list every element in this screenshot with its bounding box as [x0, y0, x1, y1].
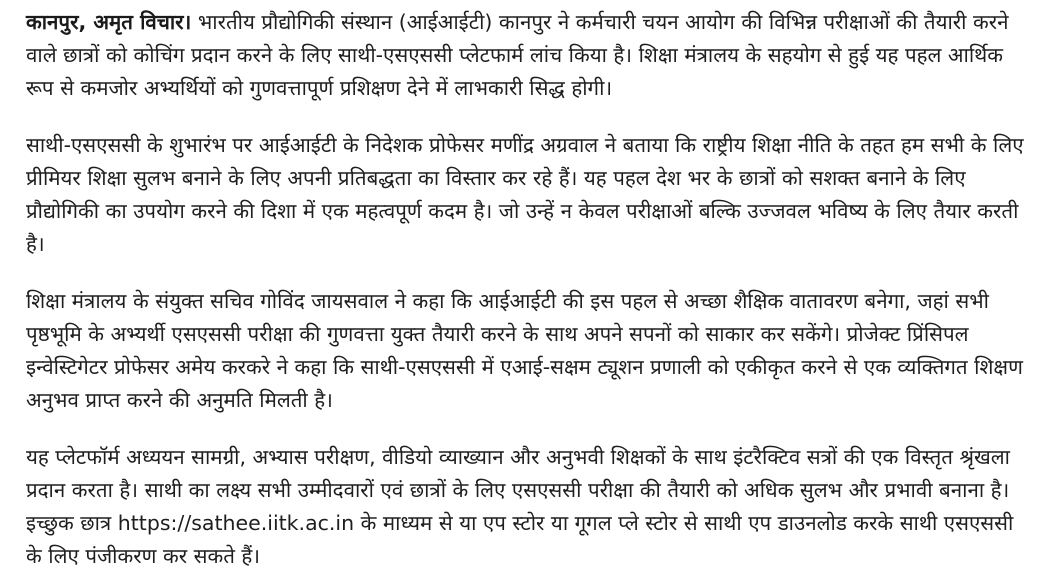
paragraph-2: साथी-एसएससी के शुभारंभ पर आईआईटी के निदेशक प्रोफेसर मणींद्र अग्रवाल ने बताया कि राष्ट्रीय शिक्षा नीति के तहत हम सभी के लिए प्रीमियर शिक्षा सुलभ बनाने के लिए अपनी प्रतिबद्धता का विस्तार कर रहे हैं। यह पहल देश भर के छात्रों को सशक्त बनाने के लिए प्रौद्योगिकी का उपयोग करने की दिशा में एक महत्वपूर्ण कदम है। जो उन्हें न केवल परीक्षाओं बल्कि उज्जवल भविष्य के लिए तैयार करती है।	[26, 133, 1024, 256]
paragraph-1-text: भारतीय प्रौद्योगिकी संस्थान (आईआईटी) कानपुर ने कर्मचारी चयन आयोग की विभिन्न परीक्षाओं की तैयारी करने वाले छात्रों को कोचिंग प्रदान करने के लिए साथी-एसएससी प्लेटफार्म लांच किया है। शिक्षा मंत्रालय के सहयोग से हुई यह पहल आर्थिक रूप से कमजोर अभ्यर्थियों को गुणवत्तापूर्ण प्रशिक्षण देने में लाभकारी सिद्ध होगी।	[26, 10, 1009, 100]
dateline: कानपुर, अमृत विचार।	[26, 10, 192, 34]
paragraph-3: शिक्षा मंत्रालय के संयुक्त सचिव गोविंद जायसवाल ने कहा कि आईआईटी की इस पहल से अच्छा शैक्षिक वातावरण बनेगा, जहां सभी पृष्ठभूमि के अभ्यर्थी एसएससी परीक्षा की गुणवत्ता युक्त तैयारी करने के साथ अपने सपनों को साकार कर सकेंगे। प्रोजेक्ट प्रिंसिपल इन्वेस्टिगेटर प्रोफेसर अमेय करकरे ने कहा कि साथी-एसएससी में एआई-सक्षम ट्यूशन प्रणाली को एकीकृत करने से एक व्यक्तिगत शिक्षण अनुभव प्राप्त करने की अनुमति मिलती है।	[26, 289, 1023, 412]
paragraph-4: यह प्लेटफॉर्म अध्ययन सामग्री, अभ्यास परीक्षण, वीडियो व्याख्यान और अनुभवी शिक्षकों के साथ इंटरैक्टिव सत्रों की एक विस्तृत श्रृंखला प्रदान करता है। साथी का लक्ष्य सभी उम्मीदवारों एवं छात्रों के लिए एसएससी परीक्षा की तैयारी को अधिक सुलभ और प्रभावी बनाना है। इच्छुक छात्र https://sathee.iitk.ac.in के माध्यम से या एप स्टोर या गूगल प्ले स्टोर से साथी एप डाउनलोड करके साथी एसएससी के लिए पंजीकरण कर सकते हैं।	[26, 445, 1014, 568]
paragraph-1	[26, 6, 1035, 105]
